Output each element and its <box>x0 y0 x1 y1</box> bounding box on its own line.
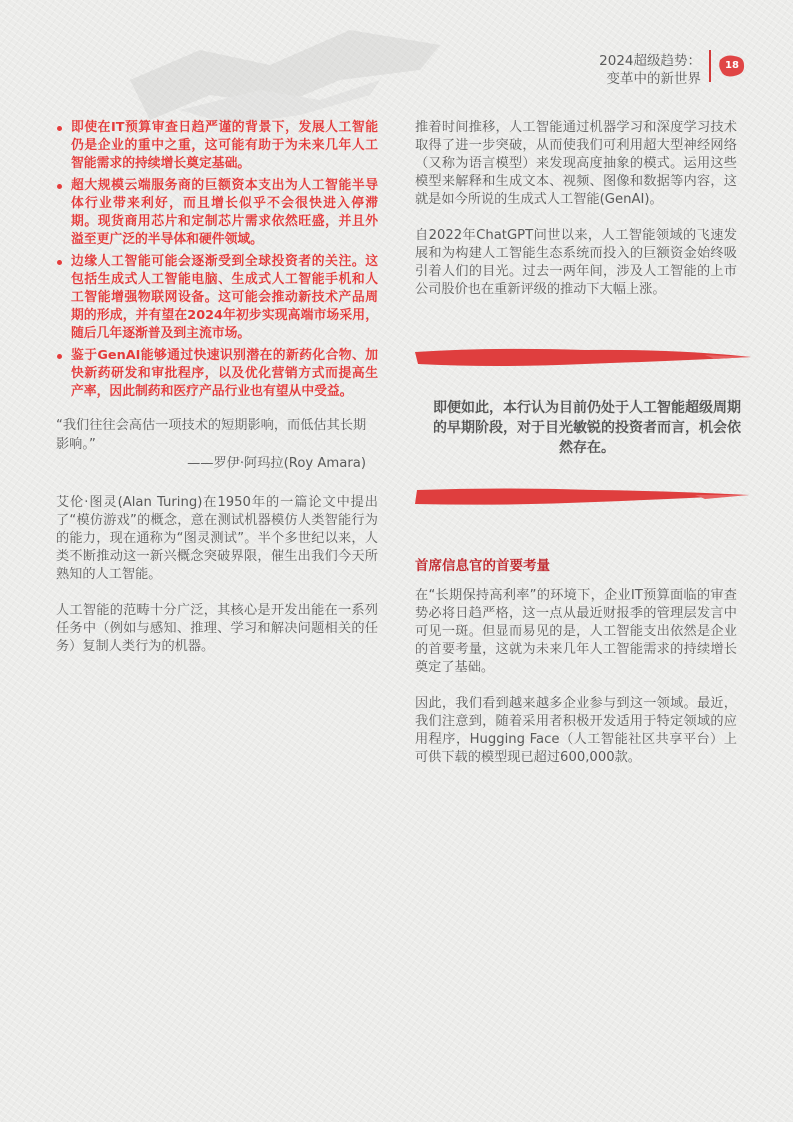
header-divider <box>709 50 711 82</box>
key-point-text: 即使在IT预算审查日趋严谨的背景下，发展人工智能仍是企业的重中之重，这可能有助于为未来几年人工智能需求的持续增长奠定基础。 <box>71 120 378 171</box>
page-header <box>599 52 701 88</box>
section-heading: 首席信息官的首要考量 <box>415 558 550 574</box>
key-point-item <box>56 119 378 173</box>
key-point-item <box>56 253 378 343</box>
key-points-list <box>56 119 378 401</box>
body-paragraph: 在“长期保持高利率”的环境下，企业IT预算面临的审查势必将日趋严格，这一点从最近财报季的管理层发言中可见一斑。但显而易见的是，人工智能支出依然是企业的首要考量，这就为未来几年人工智能需求的持续增长奠定了基础。 <box>415 588 737 675</box>
header-title-line2: 变革中的新世界 <box>606 71 701 87</box>
quote-text: “我们往往会高估一项技术的短期影响，而低估其长期影响。” <box>56 418 367 452</box>
right-column <box>415 119 741 765</box>
red-brush-stroke-top <box>415 347 751 369</box>
key-point-text: 边缘人工智能可能会逐渐受到全球投资者的关注。这包括生成式人工智能电脑、生成式人工智能手机和人工智能增强物联网设备。这可能会推动新技术产品周期的形成，并有望在2024年初步实现高端市场采用，随后几年逐渐普及到主流市场。 <box>71 254 378 341</box>
body-paragraph: 因此，我们看到越来越多企业参与到这一领域。最近，我们注意到，随着采用者积极开发适用于特定领域的应用程序，Hugging Face（人工智能社区共享平台）上可供下载的模型现已超过600,000款。 <box>415 696 737 765</box>
body-paragraph: 推着时间推移，人工智能通过机器学习和深度学习技术取得了进一步突破，从而使我们可利用超大型神经网络（又称为语言模型）来发现高度抽象的模式。运用这些模型来解释和生成文本、视频、图像和数据等内容，这就是如今所说的生成式人工智能(GenAI)。 <box>415 120 737 207</box>
body-paragraph: 人工智能的范畴十分广泛，其核心是开发出能在一系列任务中（例如与感知、推理、学习和解决问题相关的任务）复制人类行为的机器。 <box>56 603 378 654</box>
left-column <box>56 119 378 656</box>
bullet-icon <box>57 126 62 131</box>
body-paragraph: 艾伦·图灵(Alan Turing)在1950年的一篇论文中提出了“模仿游戏”的概念，意在测试机器模仿人类智能行为的能力，现在通称为“图灵测试”。半个多世纪以来，人类不断推动这一新兴概念突破界限，催生出我们今天所熟知的人工智能。 <box>56 495 378 582</box>
key-point-text: 鉴于GenAI能够通过快速识别潜在的新药化合物、加快新药研发和审批程序，以及优化营销方式而提高生产率，因此制药和医疗产品行业也有望从中受益。 <box>71 348 378 399</box>
page-number-badge <box>718 54 746 78</box>
bullet-icon <box>57 354 62 359</box>
section-body <box>415 587 737 767</box>
body-paragraph: 自2022年ChatGPT问世以来，人工智能领域的飞速发展和为构建人工智能生态系统而投入的巨额资金始终吸引着人们的目光。过去一两年间，涉及人工智能的上市公司股价也在重新评级的推动下大幅上涨。 <box>415 228 737 297</box>
red-brush-stroke-bottom <box>415 486 751 508</box>
bullet-icon <box>57 260 62 265</box>
quote-attribution: ——罗伊·阿玛拉(Roy Amara) <box>187 456 366 471</box>
bullet-icon <box>57 184 62 189</box>
callout-quote: 即便如此，本行认为目前仍处于人工智能超级周期的早期阶段，对于目光敏锐的投资者而言，机会依然存在。 <box>433 400 741 456</box>
header-title-line1: 2024超级趋势： <box>599 53 701 69</box>
page-number: 18 <box>725 60 739 71</box>
key-point-item <box>56 177 378 249</box>
key-point-text: 超大规模云端服务商的巨额资本支出为人工智能半导体行业带来利好，而且增长似乎不会很快进入停滞期。现货商用芯片和定制芯片需求依然旺盛，并且外溢至更广泛的半导体和硬件领域。 <box>71 178 378 247</box>
key-point-item <box>56 347 378 401</box>
